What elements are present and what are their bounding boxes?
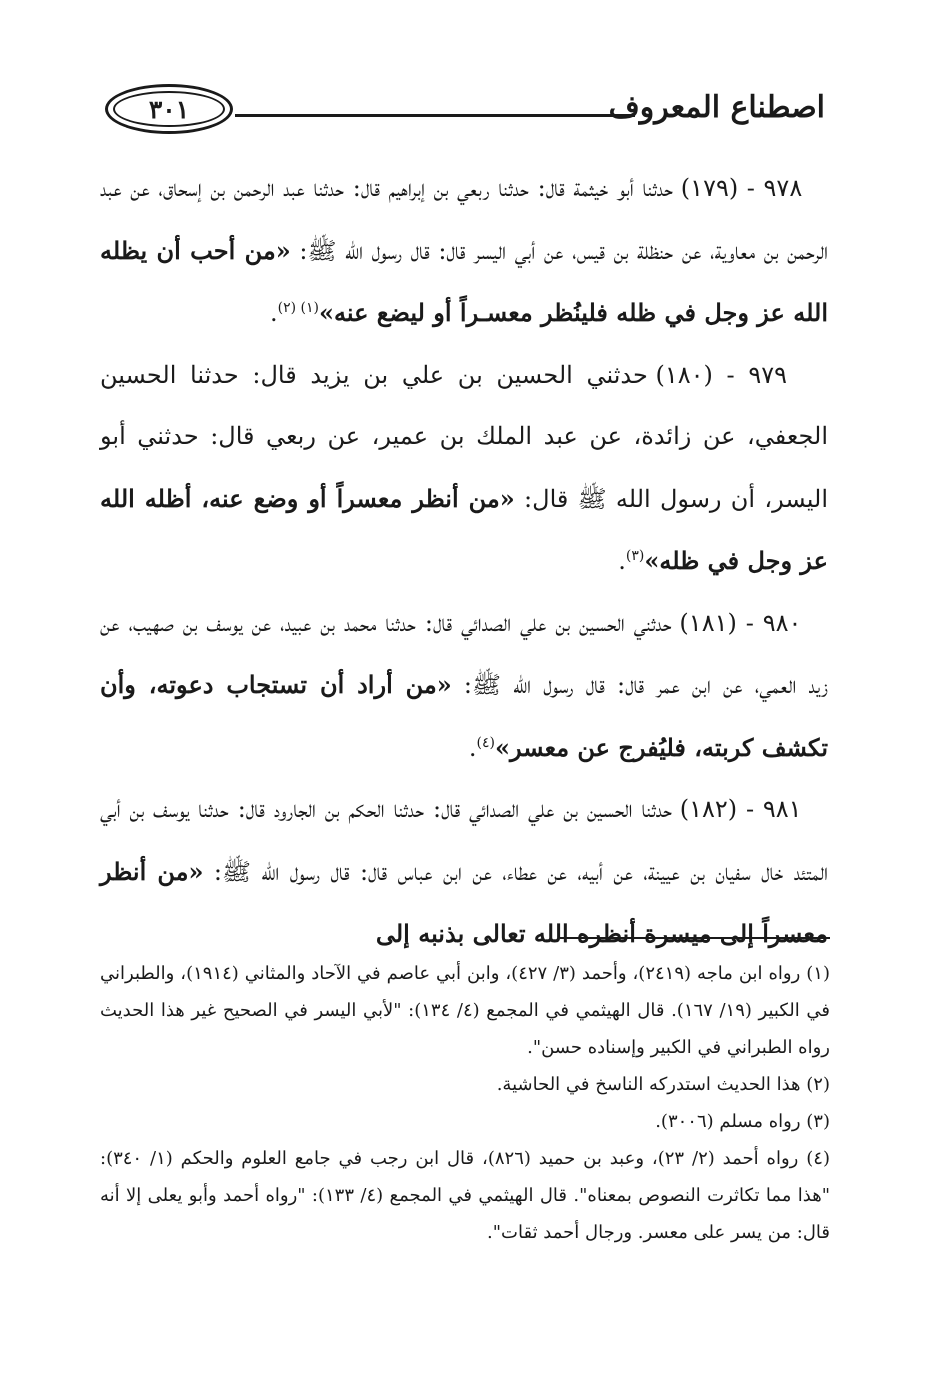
page-number: ٣٠١ [148, 95, 190, 124]
hadith-isnad: حدثنا أبو خيثمة قال: حدثنا ربعي بن إبراهيم قال: حدثنا عبد الرحمن بن إسحاق، عن عبد الرحمن بن معاوية، عن حنظلة بن قيس، عن أبي اليسر قال: قال رسول الله ﷺ: [100, 174, 829, 265]
hadith-number: ٩٨١ - (١٨٢) [679, 795, 802, 823]
hadith-isnad: حدثني الحسين بن علي الصدائي قال: حدثنا محمد بن عبيد، عن يوسف بن صهيب، عن زيد العمي، عن ابن عمر قال: قال رسول الله ﷺ: [100, 608, 829, 699]
hadith-978 [100, 158, 828, 345]
footnote-2: (٢) هذا الحديث استدركه الناسخ في الحاشية. [496, 1074, 830, 1095]
hadith-number: ٩٧٩ - (١٨٠) [655, 360, 787, 389]
hadith-matn: «من أنظر معسراً أو وضع عنه، أظله الله عز وجل في ظله» [100, 483, 828, 575]
page-number-badge [105, 84, 233, 134]
header-rule [235, 114, 635, 117]
hadith-isnad: حدثنا الحسين بن علي الصدائي قال: حدثنا الحكم بن الجارود قال: حدثنا يوسف بن أبي المتئد خال سفيان بن عيينة، عن أبيه، عن عطاء، عن ابن عباس قال: قال رسول الله ﷺ: [100, 795, 828, 886]
running-header [105, 84, 825, 136]
hadith-979 [100, 345, 828, 593]
footnotes [100, 955, 830, 1251]
footnote-ref[interactable]: (٤) [476, 734, 495, 751]
hadith-end: . [269, 299, 278, 327]
hadith-end: . [618, 547, 626, 575]
hadith-end: . [468, 733, 477, 762]
footnote-3: (٣) رواه مسلم (٣٠٠٦). [655, 1111, 830, 1132]
book-title: اصطناع المعروف [608, 90, 825, 125]
hadith-number: ٩٧٨ - (١٧٩) [680, 174, 803, 202]
footnote-1: (١) رواه ابن ماجه (٢٤١٩)، وأحمد (٣/ ٤٢٧)، وابن أبي عاصم في الآحاد والمثاني (١٩١٤)، والطبراني في الكبير (١٩/ ١٦٧). قال الهيثمي في المجمع (٤/ ١٣٤): "لأبي اليسر في الصحيح غير هذا الحديث رواه الطبراني في الكبير وإسناده حسن". [100, 963, 830, 1058]
footnote-ref[interactable]: (١) (٢) [277, 300, 319, 316]
hadith-matn: «من أنظر معسراً إلى ميسرة أنظره الله تعالى بذنبه إلى [100, 856, 828, 948]
main-text [100, 158, 828, 966]
hadith-matn: «من أحب أن يظله الله عز وجل في ظله فلينُظر معسـراً أو ليضع عنه» [100, 235, 828, 327]
hadith-number: ٩٨٠ - (١٨١) [679, 608, 802, 637]
footnote-4: (٤) رواه أحمد (٢/ ٢٣)، وعبد بن حميد (٨٢٦)، قال ابن رجب في جامع العلوم والحكم (١/ ٣٤٠): "هذا مما تكاثرت النصوص بمعناه". قال الهيثمي في المجمع (٤/ ١٣٣): "رواه أحمد وأبو يعلى إلا أنه قال: من يسر على معسر. ورجال أحمد ثقات". [100, 1148, 830, 1243]
hadith-matn: «من أراد أن تستجاب دعوته، وأن تكشف كربته، فليُفرج عن معسر» [100, 670, 828, 762]
hadith-980 [100, 593, 828, 780]
hadith-isnad: حدثني الحسين بن علي بن يزيد قال: حدثنا الحسين الجعفي، عن زائدة، عن عبد الملك بن عمير، عن ربعي قال: حدثني أبو اليسر، أن رسول الله ﷺ قال: [100, 360, 828, 513]
footnote-ref[interactable]: (٣) [625, 548, 645, 564]
footnote-separator [560, 937, 830, 939]
